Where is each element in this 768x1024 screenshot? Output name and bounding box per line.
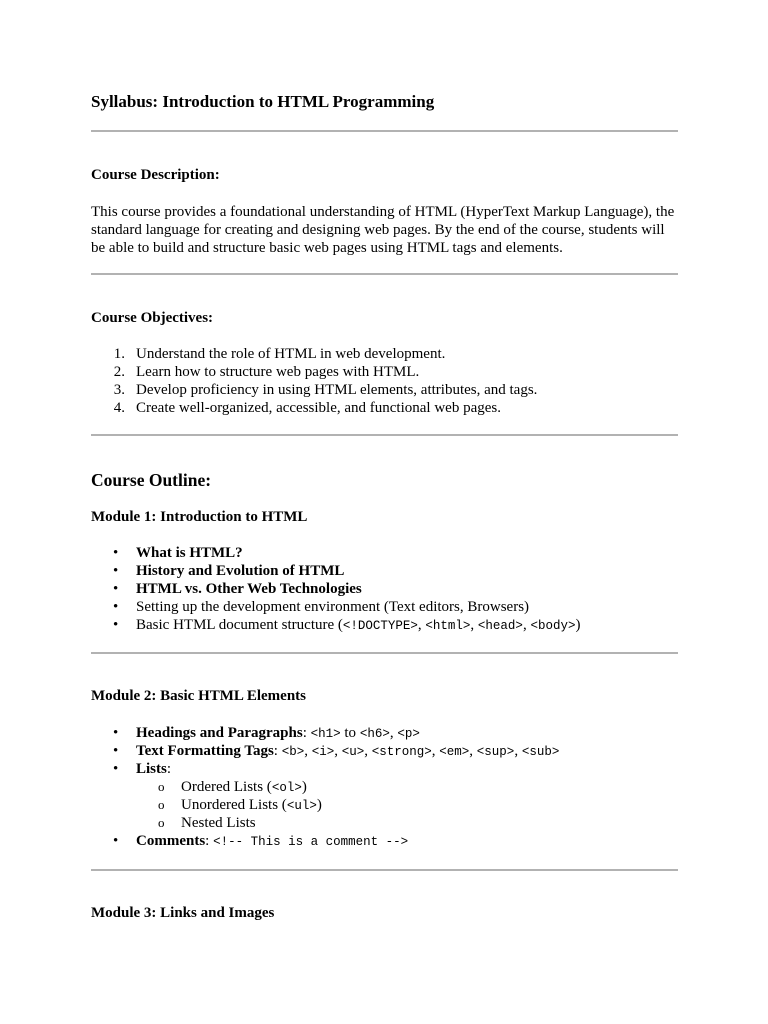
- code-comment: <!-- This is a comment -->: [213, 835, 409, 849]
- list-item: [91, 616, 580, 634]
- separator: to: [340, 725, 360, 741]
- sub-list-item: [91, 796, 559, 814]
- bullet-icon: •: [113, 725, 119, 741]
- code-strong: <strong>: [371, 745, 432, 759]
- list-item: [91, 363, 537, 381]
- code-ol: <ol>: [271, 781, 302, 795]
- list-item: [91, 345, 537, 363]
- code-sup: <sup>: [476, 745, 515, 759]
- code-h1: <h1>: [310, 727, 341, 741]
- bullet-icon: •: [113, 617, 119, 633]
- list-item: [91, 832, 559, 850]
- module2-heading: Module 2: Basic HTML Elements: [91, 688, 306, 704]
- objectives-heading: Course Objectives:: [91, 310, 214, 326]
- code-html: <html>: [425, 619, 471, 633]
- code-doctype: <!DOCTYPE>: [342, 619, 418, 633]
- module1-heading: Module 1: Introduction to HTML: [91, 509, 308, 525]
- module3-heading: Module 3: Links and Images: [91, 905, 275, 921]
- colon: :: [302, 725, 311, 741]
- list-item-text: Setting up the development environment (Text editors, Browsers): [136, 599, 530, 615]
- list-item-bold: What is HTML?: [136, 545, 243, 561]
- colon: :: [166, 761, 172, 777]
- objectives-list: [91, 345, 537, 417]
- list-item-text: Create well-organized, accessible, and functional web pages.: [136, 400, 501, 416]
- list-item: [91, 742, 559, 760]
- list-number: 4.: [113, 400, 125, 416]
- list-number: 1.: [113, 346, 125, 362]
- separator: ,: [431, 743, 440, 759]
- list-item-text: Nested Lists: [181, 815, 256, 831]
- colon: :: [273, 743, 282, 759]
- circle-bullet-icon: o: [158, 779, 165, 794]
- separator: ,: [364, 743, 372, 759]
- list-item: [91, 544, 580, 562]
- separator: ,: [389, 725, 398, 741]
- list-item: [91, 399, 537, 417]
- list-item: [91, 562, 580, 580]
- bullet-icon: •: [113, 743, 119, 759]
- bullet-icon: •: [113, 581, 119, 597]
- list-item-bold: Headings and Paragraphs: [136, 725, 303, 741]
- separator: ,: [522, 617, 531, 633]
- closing-paren: ): [301, 779, 307, 795]
- horizontal-rule: [91, 273, 678, 275]
- separator: ,: [417, 617, 426, 633]
- list-item-text: Learn how to structure web pages with HTML.: [136, 364, 420, 380]
- circle-bullet-icon: o: [158, 797, 165, 812]
- separator: ,: [469, 743, 477, 759]
- horizontal-rule: [91, 652, 678, 654]
- list-item-text: Develop proficiency in using HTML elements, attributes, and tags.: [136, 382, 538, 398]
- colon: :: [205, 833, 214, 849]
- list-item: [91, 724, 559, 742]
- list-item-text: Ordered Lists (: [181, 779, 272, 795]
- separator: ,: [470, 617, 478, 633]
- module2-list: [91, 724, 559, 850]
- page-title: Syllabus: Introduction to HTML Programming: [91, 92, 435, 111]
- bullet-icon: •: [113, 599, 119, 615]
- list-item: [91, 381, 537, 399]
- list-item: [91, 580, 580, 598]
- bullet-icon: •: [113, 833, 119, 849]
- circle-bullet-icon: o: [158, 815, 165, 830]
- list-item: [91, 598, 580, 616]
- code-body: <body>: [530, 619, 576, 633]
- sub-list-item: [91, 814, 559, 832]
- list-item-text: Unordered Lists (: [181, 797, 287, 813]
- code-head: <head>: [477, 619, 523, 633]
- list-item-bold: Lists: [136, 761, 167, 777]
- bullet-icon: •: [113, 563, 119, 579]
- closing-paren: ): [575, 617, 581, 633]
- list-item-bold: Text Formatting Tags: [136, 743, 274, 759]
- code-u: <u>: [341, 745, 365, 759]
- closing-paren: ): [316, 797, 322, 813]
- separator: ,: [304, 743, 312, 759]
- code-em: <em>: [439, 745, 470, 759]
- list-item-bold: History and Evolution of HTML: [136, 563, 345, 579]
- list-item-text: Basic HTML document structure (: [136, 617, 343, 633]
- list-item-bold: HTML vs. Other Web Technologies: [136, 581, 362, 597]
- list-item: [91, 760, 559, 778]
- list-item-bold: Comments: [136, 833, 206, 849]
- code-h6: <h6>: [359, 727, 390, 741]
- horizontal-rule: [91, 130, 678, 132]
- code-ul: <ul>: [286, 799, 317, 813]
- separator: ,: [514, 743, 522, 759]
- horizontal-rule: [91, 434, 678, 436]
- code-b: <b>: [281, 745, 305, 759]
- description-body: This course provides a foundational understanding of HTML (HyperText Markup Language), the standard language for creating and designing web pages. By the end of the course, students will be able to build and structure basic web pages using HTML tags and elements.: [91, 204, 675, 256]
- list-number: 3.: [113, 382, 125, 398]
- code-sub: <sub>: [521, 745, 560, 759]
- module1-list: [91, 544, 580, 634]
- sub-list-item: [91, 778, 559, 796]
- bullet-icon: •: [113, 545, 119, 561]
- outline-heading: Course Outline:: [91, 470, 212, 490]
- code-i: <i>: [311, 745, 335, 759]
- list-item-text: Understand the role of HTML in web development.: [136, 346, 446, 362]
- bullet-icon: •: [113, 761, 119, 777]
- description-heading: Course Description:: [91, 167, 220, 183]
- list-number: 2.: [113, 364, 125, 380]
- separator: ,: [334, 743, 342, 759]
- code-p: <p>: [397, 727, 420, 741]
- horizontal-rule: [91, 869, 678, 871]
